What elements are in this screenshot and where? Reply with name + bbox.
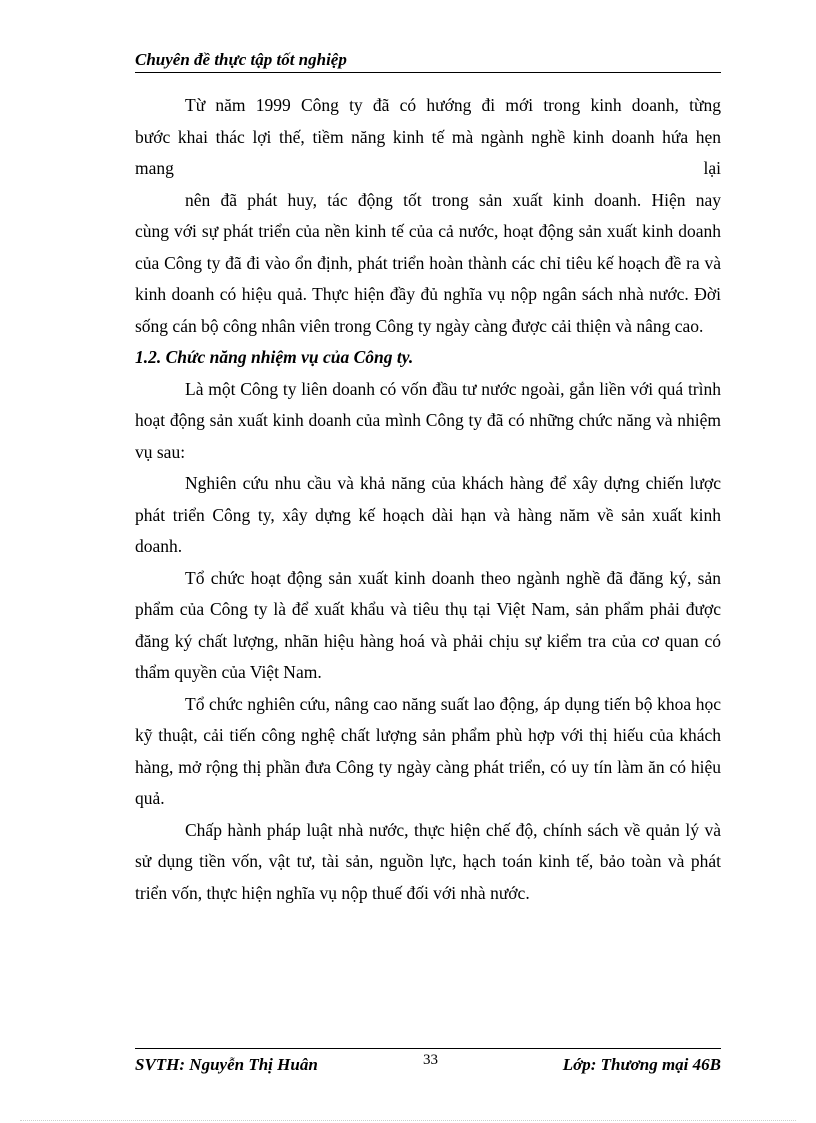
paragraph-word: lại: [703, 158, 721, 178]
paragraph-organization: Tổ chức hoạt động sản xuất kinh doanh theo ngành nghề đã đăng ký, sản phẩm của Công ty là để xuất khẩu và tiêu thụ tại Việt Nam, sản phẩm phải được đăng ký chất lượng, nhãn hiệu hàng hoá và phải chịu sự kiểm tra của cơ quan có thẩm quyền của Việt Nam.: [135, 567, 721, 682]
footer-class: Lớp: Thương mại 46B: [562, 1055, 721, 1074]
paragraph-development: cùng với sự phát triển của nền kinh tế của cả nước, hoạt động sản xuất kinh doanh của Công ty đã đi vào ổn định, phát triển hoàn thành các chỉ tiêu kế hoạch đề ra và kinh doanh có hiệu quả. Thực hiện đầy đủ nghĩa vụ nộp ngân sách nhà nước. Đời sống cán bộ công nhân viên trong Công ty ngày càng được cải thiện và nâng cao.: [135, 221, 721, 336]
paragraph-research: Nghiên cứu nhu cầu và khả năng của khách hàng để xây dựng chiến lược phát triển Công ty, xây dựng kế hoạch dài hạn và hàng năm về sản xuất kinh doanh.: [135, 473, 721, 556]
header-title: Chuyên đề thực tập tốt nghiệp: [135, 50, 347, 69]
paragraph-compliance: Chấp hành pháp luật nhà nước, thực hiện chế độ, chính sách về quản lý và sử dụng tiền vốn, vật tư, tài sản, nguồn lực, hạch toán kinh tế, bảo toàn và phát triển vốn, thực hiện nghĩa vụ nộp thuế đối với nhà nước.: [135, 819, 721, 903]
paragraph-history: [135, 90, 721, 216]
document-body: [135, 90, 721, 909]
page-edge-divider: [20, 1120, 796, 1121]
section-heading: 1.2. Chức năng nhiệm vụ của Công ty.: [135, 347, 414, 367]
paragraph-line: bước khai thác lợi thế, tiềm năng kinh tế mà ngành nghề kinh doanh hứa hẹn: [135, 126, 721, 147]
paragraph-intro-functions: Là một Công ty liên doanh có vốn đầu tư nước ngoài, gắn liền với quá trình hoạt động sản xuất kinh doanh của mình Công ty đã có những chức năng và nhiệm vụ sau:: [135, 378, 721, 462]
paragraph-line-split: [135, 153, 721, 185]
paragraph-word: mang: [135, 158, 174, 178]
paragraph-line: Từ năm 1999 Công ty đã có hướng đi mới trong kinh doanh, từng: [185, 95, 721, 115]
paragraph-productivity: Tổ chức nghiên cứu, nâng cao năng suất lao động, áp dụng tiến bộ khoa học kỹ thuật, cải tiến công nghệ chất lượng sản phẩm phù hợp với thị hiếu của khách hàng, mở rộng thị phần đưa Công ty ngày càng phát triển, có uy tín làm ăn có hiệu quả.: [135, 693, 721, 808]
footer-author: SVTH: Nguyễn Thị Huân: [135, 1055, 318, 1074]
paragraph-line: nên đã phát huy, tác động tốt trong sản xuất kinh doanh. Hiện nay: [185, 189, 721, 210]
page-header: [135, 50, 721, 73]
page-footer: [135, 1048, 721, 1079]
page-number: 33: [423, 1052, 438, 1068]
